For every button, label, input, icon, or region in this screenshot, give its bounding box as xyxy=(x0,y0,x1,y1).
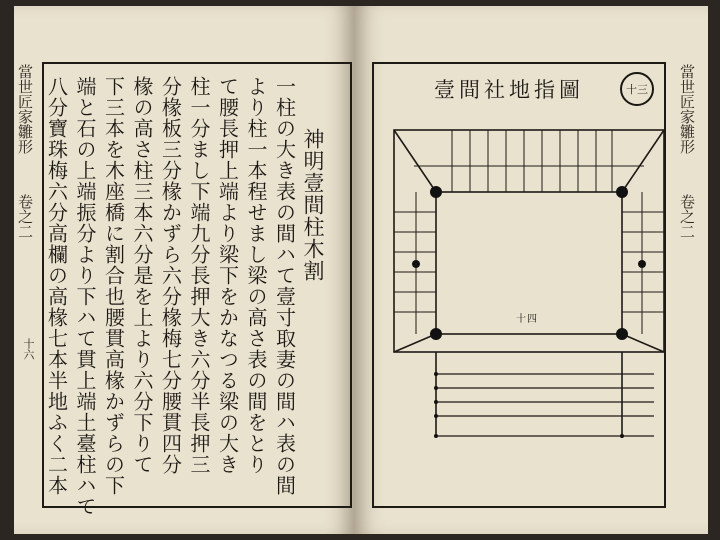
pillar-top-right xyxy=(616,186,628,198)
text-column: 端と石の上端振分より下ハて貫上端土臺柱ハて xyxy=(73,76,97,517)
text-column: 柱一分まし下端九分長押大き六分半長押三 xyxy=(187,76,211,475)
diagram-title: 壹間社地指圖 xyxy=(434,78,584,102)
text-column: 八分寶珠梅六分高欄の高椽七本半地ふく二本 xyxy=(44,76,69,496)
text-column: 分椽板三分椽かずら六分椽梅七分腰貫四分 xyxy=(158,76,183,475)
text-column: て腰長押上端より梁下をかなつる梁の大き xyxy=(215,76,240,475)
section-heading: 神明壹間柱木割 xyxy=(301,128,325,282)
shrine-ground-plan xyxy=(354,6,708,534)
text-column: 椽の高さ柱三本六分是を上より六分下りて xyxy=(130,76,154,475)
page-number: 十三 xyxy=(626,83,648,96)
right-page xyxy=(354,6,708,534)
left-margin-volume: 卷之二 xyxy=(16,194,34,239)
pillar-mid-right xyxy=(638,260,646,268)
pillar-bottom-right xyxy=(616,328,628,340)
left-page xyxy=(14,6,354,534)
right-margin-volume: 卷之二 xyxy=(678,194,696,239)
pillar-top-left xyxy=(430,186,442,198)
pillar-bottom-left xyxy=(430,328,442,340)
right-margin-title: 當世匠家雛形 xyxy=(678,64,696,154)
center-label: 十四 xyxy=(516,314,538,325)
left-folio: 十六 xyxy=(22,338,35,360)
text-column: 下三本を木座橋に割合也腰貫高椽かずらの下 xyxy=(101,76,126,496)
pillar-mid-left xyxy=(412,260,420,268)
text-column: 一柱の大き表の間ハて壹寸取妻の間ハ表の間 xyxy=(272,76,297,496)
text-column: より柱一本程せまし梁の高さ表の間をとり xyxy=(244,76,268,475)
left-margin-title: 當世匠家雛形 xyxy=(16,64,34,154)
open-book xyxy=(14,6,708,534)
